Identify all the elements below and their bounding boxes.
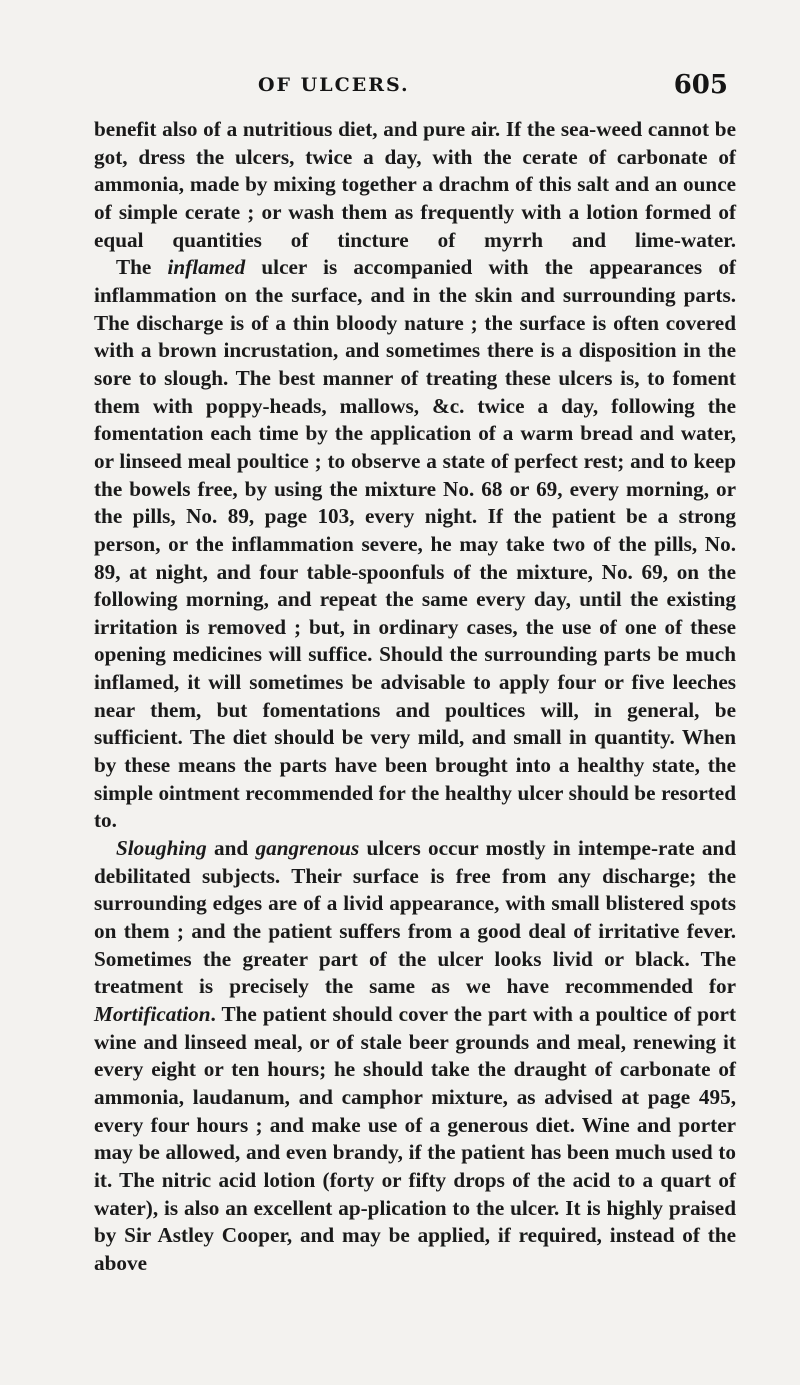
emphasis-inflamed: inflamed xyxy=(167,255,246,280)
paragraph-text: benefit also of a nutritious diet, and pure air. If the sea-weed cannot be got, dress the ulcers, twice a day, with the cerate of carbonate of ammonia, made by mixing together a drachm of this salt and an ounce of simple cerate ; or wash them as frequently with a lotion formed of equal quantities of tincture of myrrh and lime-water. xyxy=(94,117,736,252)
emphasis-mortification: Mortification xyxy=(94,1002,211,1026)
emphasis-gangrenous: gangrenous xyxy=(255,836,360,861)
paragraph-text-a: ulcers occur mostly in intempe-rate and debilitated subjects. Their surface is free from any discharge; the surrounding edges are of a livid appearance, with small blistered spots on them ; and the patient suffers from a good deal of irritative fever. Sometimes the greater part of the ulcer looks livid or black. The treatment is precisely the same as we have recommended for xyxy=(94,836,736,999)
paragraph-lead: The xyxy=(116,255,168,280)
paragraph-sloughing-ulcer xyxy=(94,835,736,1278)
paragraph-inflamed-ulcer xyxy=(94,254,736,835)
paragraph-mid: and xyxy=(206,836,256,861)
page-header xyxy=(258,70,728,106)
paragraph-text-b: . The patient should cover the part with a poultice of port wine and linseed meal, or of stale beer grounds and meal, renewing it every eight or ten hours; he should take the draught of carbonate of ammonia, laudanum, and camphor mixture, as advised at page 495, every four hours ; and make use of a generous diet. Wine and porter may be allowed, and even brandy, if the patient has been much used to it. The nitric acid lotion (forty or fifty drops of the acid to a quart of water), is also an excellent ap-plication to the ulcer. It is highly praised by Sir Astley Cooper, and may be applied, if required, instead of the above xyxy=(94,1002,736,1275)
body-text xyxy=(94,116,736,1278)
emphasis-sloughing: Sloughing xyxy=(116,836,207,861)
running-head: OF ULCERS. xyxy=(258,74,410,96)
page-number: 605 xyxy=(673,70,728,100)
paragraph-text: ulcer is accompanied with the appearances of inflammation on the surface, and in the skin and surrounding parts. The discharge is of a thin bloody nature ; the surface is often covered with a brown incrustation, and sometimes there is a disposition in the sore to slough. The best manner of treating these ulcers is, to foment them with poppy-heads, mallows, &c. twice a day, following the fomentation each time by the application of a warm bread and water, or linseed meal poultice ; to observe a state of perfect rest; and to keep the bowels free, by using the mixture No. 68 or 69, every morning, or the pills, No. 89, page 103, every night. If the patient be a strong person, or the inflammation severe, he may take two of the pills, No. 89, at night, and four table-spoonfuls of the mixture, No. 69, on the following morning, and repeat the same every day, until the existing irritation is removed ; but, in ordinary cases, the use of one of these opening medicines will suffice. Should the surrounding parts be much inflamed, it will sometimes be advisable to apply four or five leeches near them, but fomentations and poultices will, in general, be sufficient. The diet should be very mild, and small in quantity. When by these means the parts have been brought into a healthy state, the simple ointment recommended for the healthy ulcer should be resorted to. xyxy=(94,255,736,833)
paragraph-continuation xyxy=(94,116,736,254)
